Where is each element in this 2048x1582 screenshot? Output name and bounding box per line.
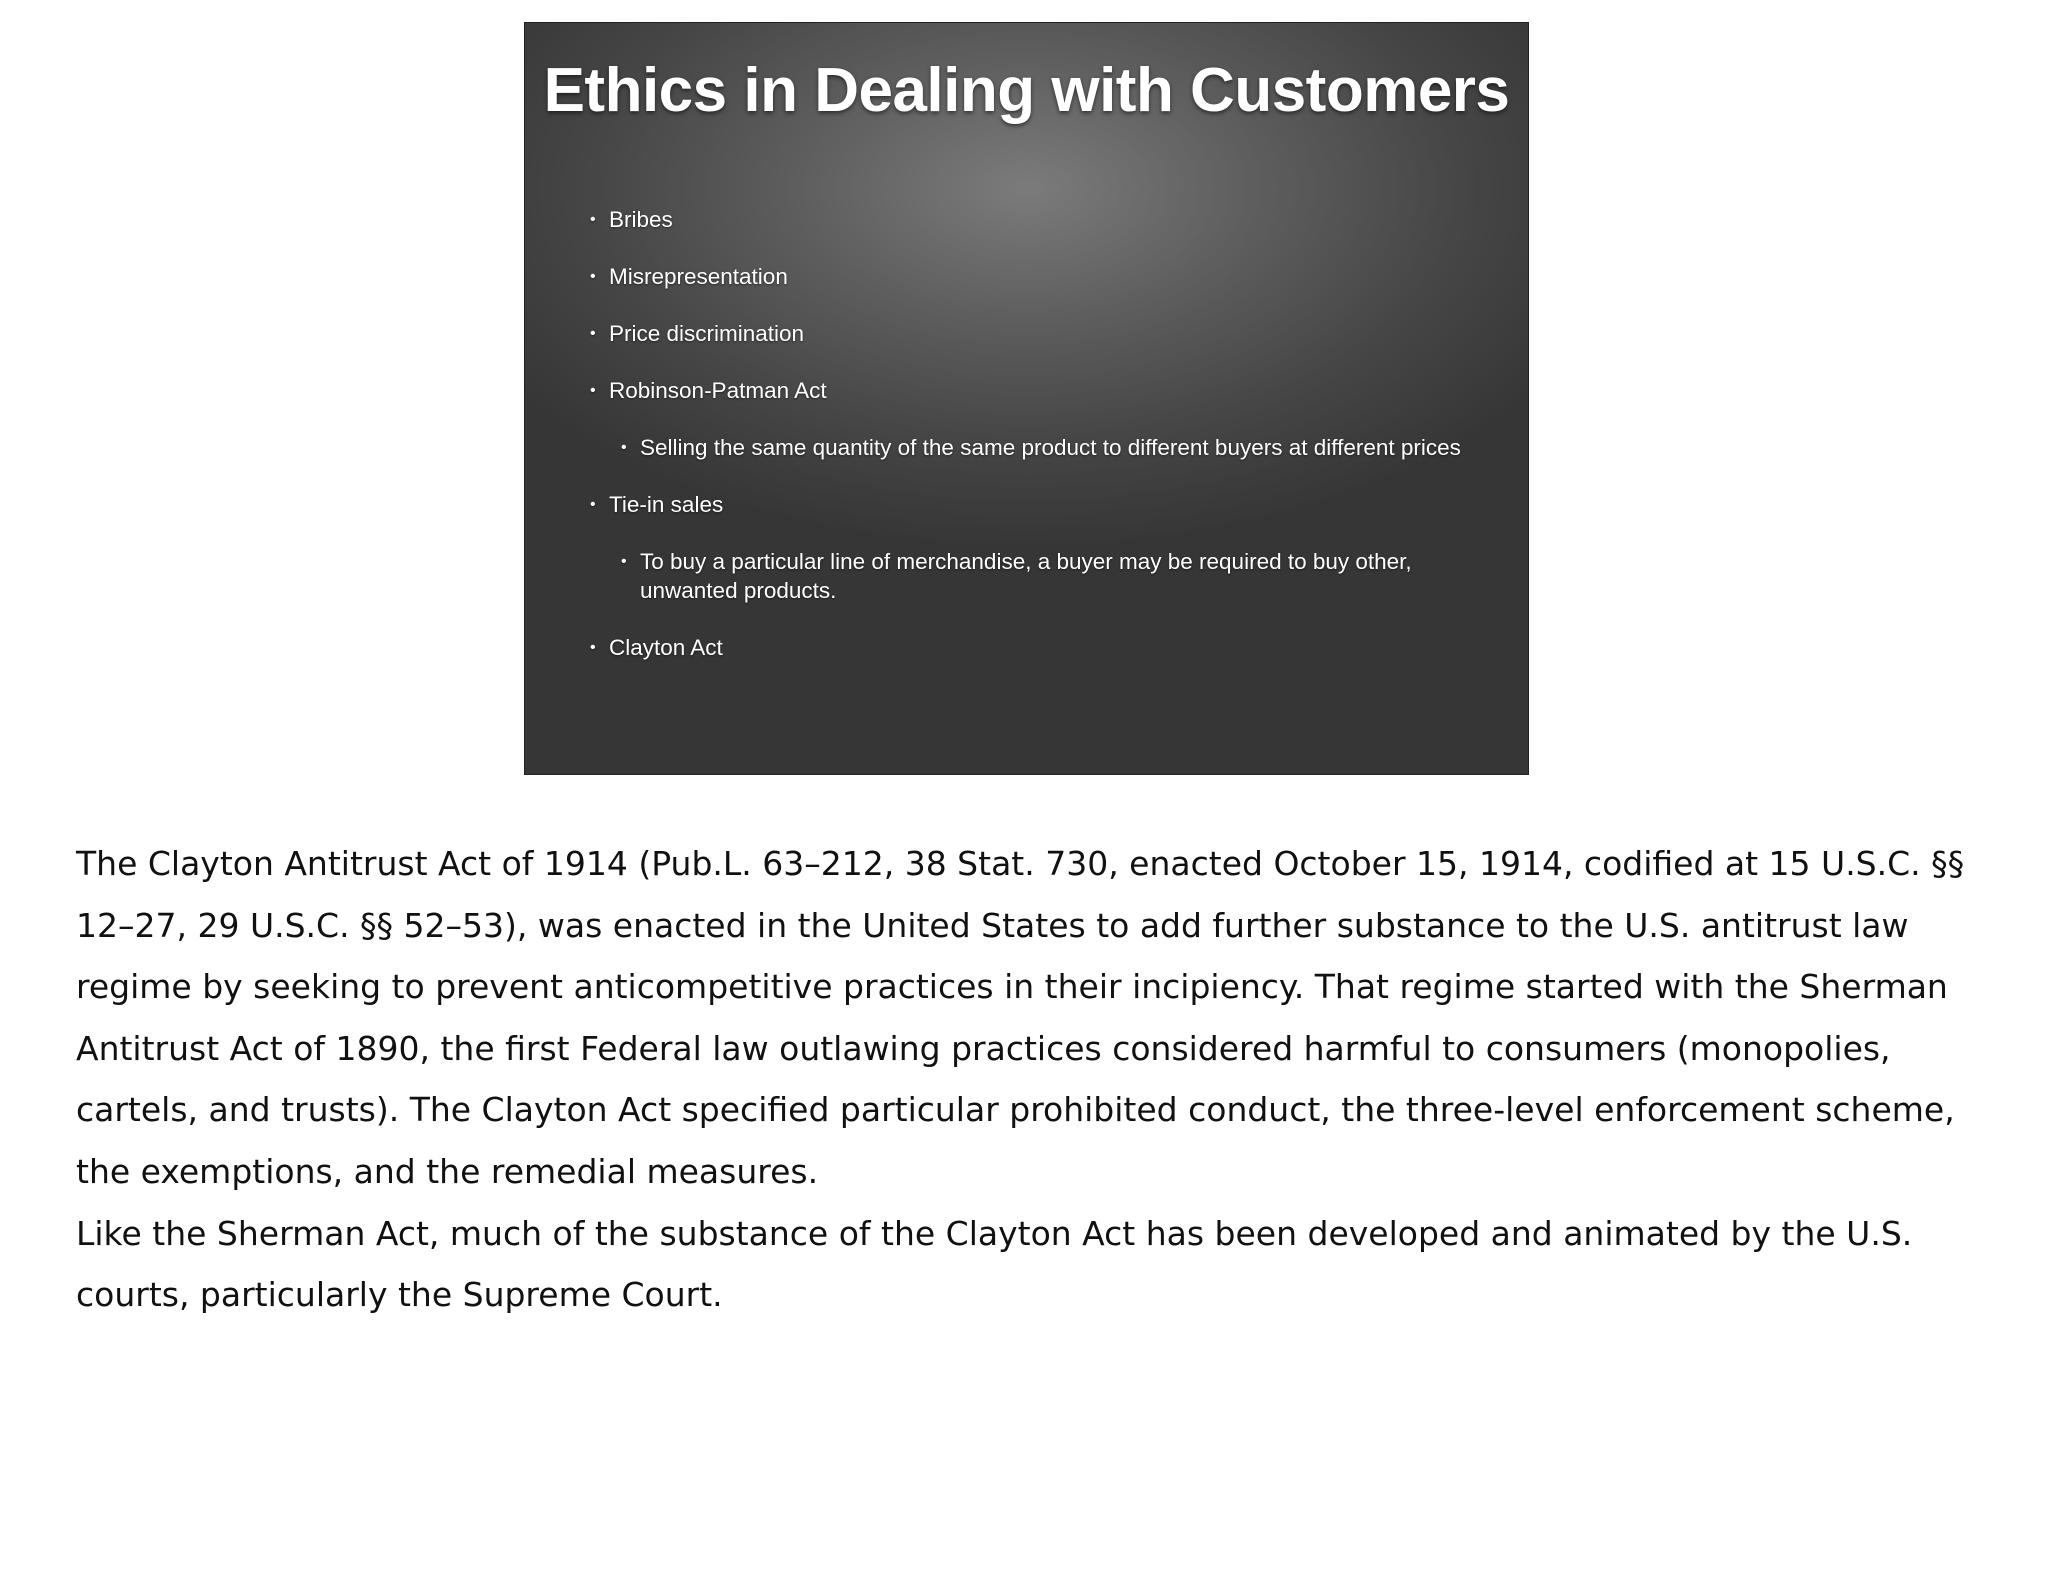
bullet-text: Bribes xyxy=(609,207,673,232)
bullet-text: Misrepresentation xyxy=(609,264,788,289)
bullet-text: Clayton Act xyxy=(609,634,723,660)
bullet-item xyxy=(587,377,1478,406)
slide-title: Ethics in Dealing with Customers xyxy=(543,56,1510,125)
bullet-dot-icon: • xyxy=(590,382,596,399)
bullet-dot-icon: • xyxy=(621,439,627,456)
bullet-text: To buy a particular line of merchandise, a buyer may be required to buy other, unwanted products. xyxy=(640,549,1412,603)
bullet-dot-icon: • xyxy=(590,638,596,656)
notes-paragraph: The Clayton Antitrust Act of 1914 (Pub.L. 63–212, 38 Stat. 730, enacted October 15, 1914, codified at 15 U.S.C. §§ 12–27, 29 U.S.C. §§ 52–53), was enacted in the United States to add further substance to the U.S. antitrust law regime by seeking to prevent anticompetitive practices in their incipiency. That regime started with the Sherman Antitrust Act of 1890, the first Federal law outlawing practices considered harmful to consumers (monopolies, cartels, and trusts). The Clayton Act specified particular prohibited conduct, the three-level enforcement scheme, the exemptions, and the remedial measures. xyxy=(76,844,1965,1191)
bullet-dot-icon: • xyxy=(590,268,596,285)
bullet-item xyxy=(587,634,1478,663)
sub-bullet-item xyxy=(587,548,1478,605)
bullet-dot-icon: • xyxy=(621,553,627,570)
bullet-text: Selling the same quantity of the same product to different buyers at different prices xyxy=(640,435,1461,460)
bullet-item xyxy=(587,263,1478,292)
bullet-text: Robinson-Patman Act xyxy=(609,378,827,403)
bullet-list xyxy=(587,206,1478,691)
notes-paragraph: Like the Sherman Act, much of the substance of the Clayton Act has been developed and animated by the U.S. courts, particularly the Supreme Court. xyxy=(76,1213,1913,1315)
bullet-text: Price discrimination xyxy=(609,321,805,346)
bullet-dot-icon: • xyxy=(590,325,596,342)
slide xyxy=(524,22,1529,775)
speaker-notes xyxy=(76,833,1996,1326)
bullet-item xyxy=(587,491,1478,520)
bullet-item xyxy=(587,206,1478,235)
bullet-text: Tie-in sales xyxy=(609,492,724,517)
sub-bullet-item xyxy=(587,434,1478,463)
bullet-item xyxy=(587,320,1478,349)
bullet-dot-icon: • xyxy=(590,211,596,228)
bullet-dot-icon: • xyxy=(590,496,596,513)
